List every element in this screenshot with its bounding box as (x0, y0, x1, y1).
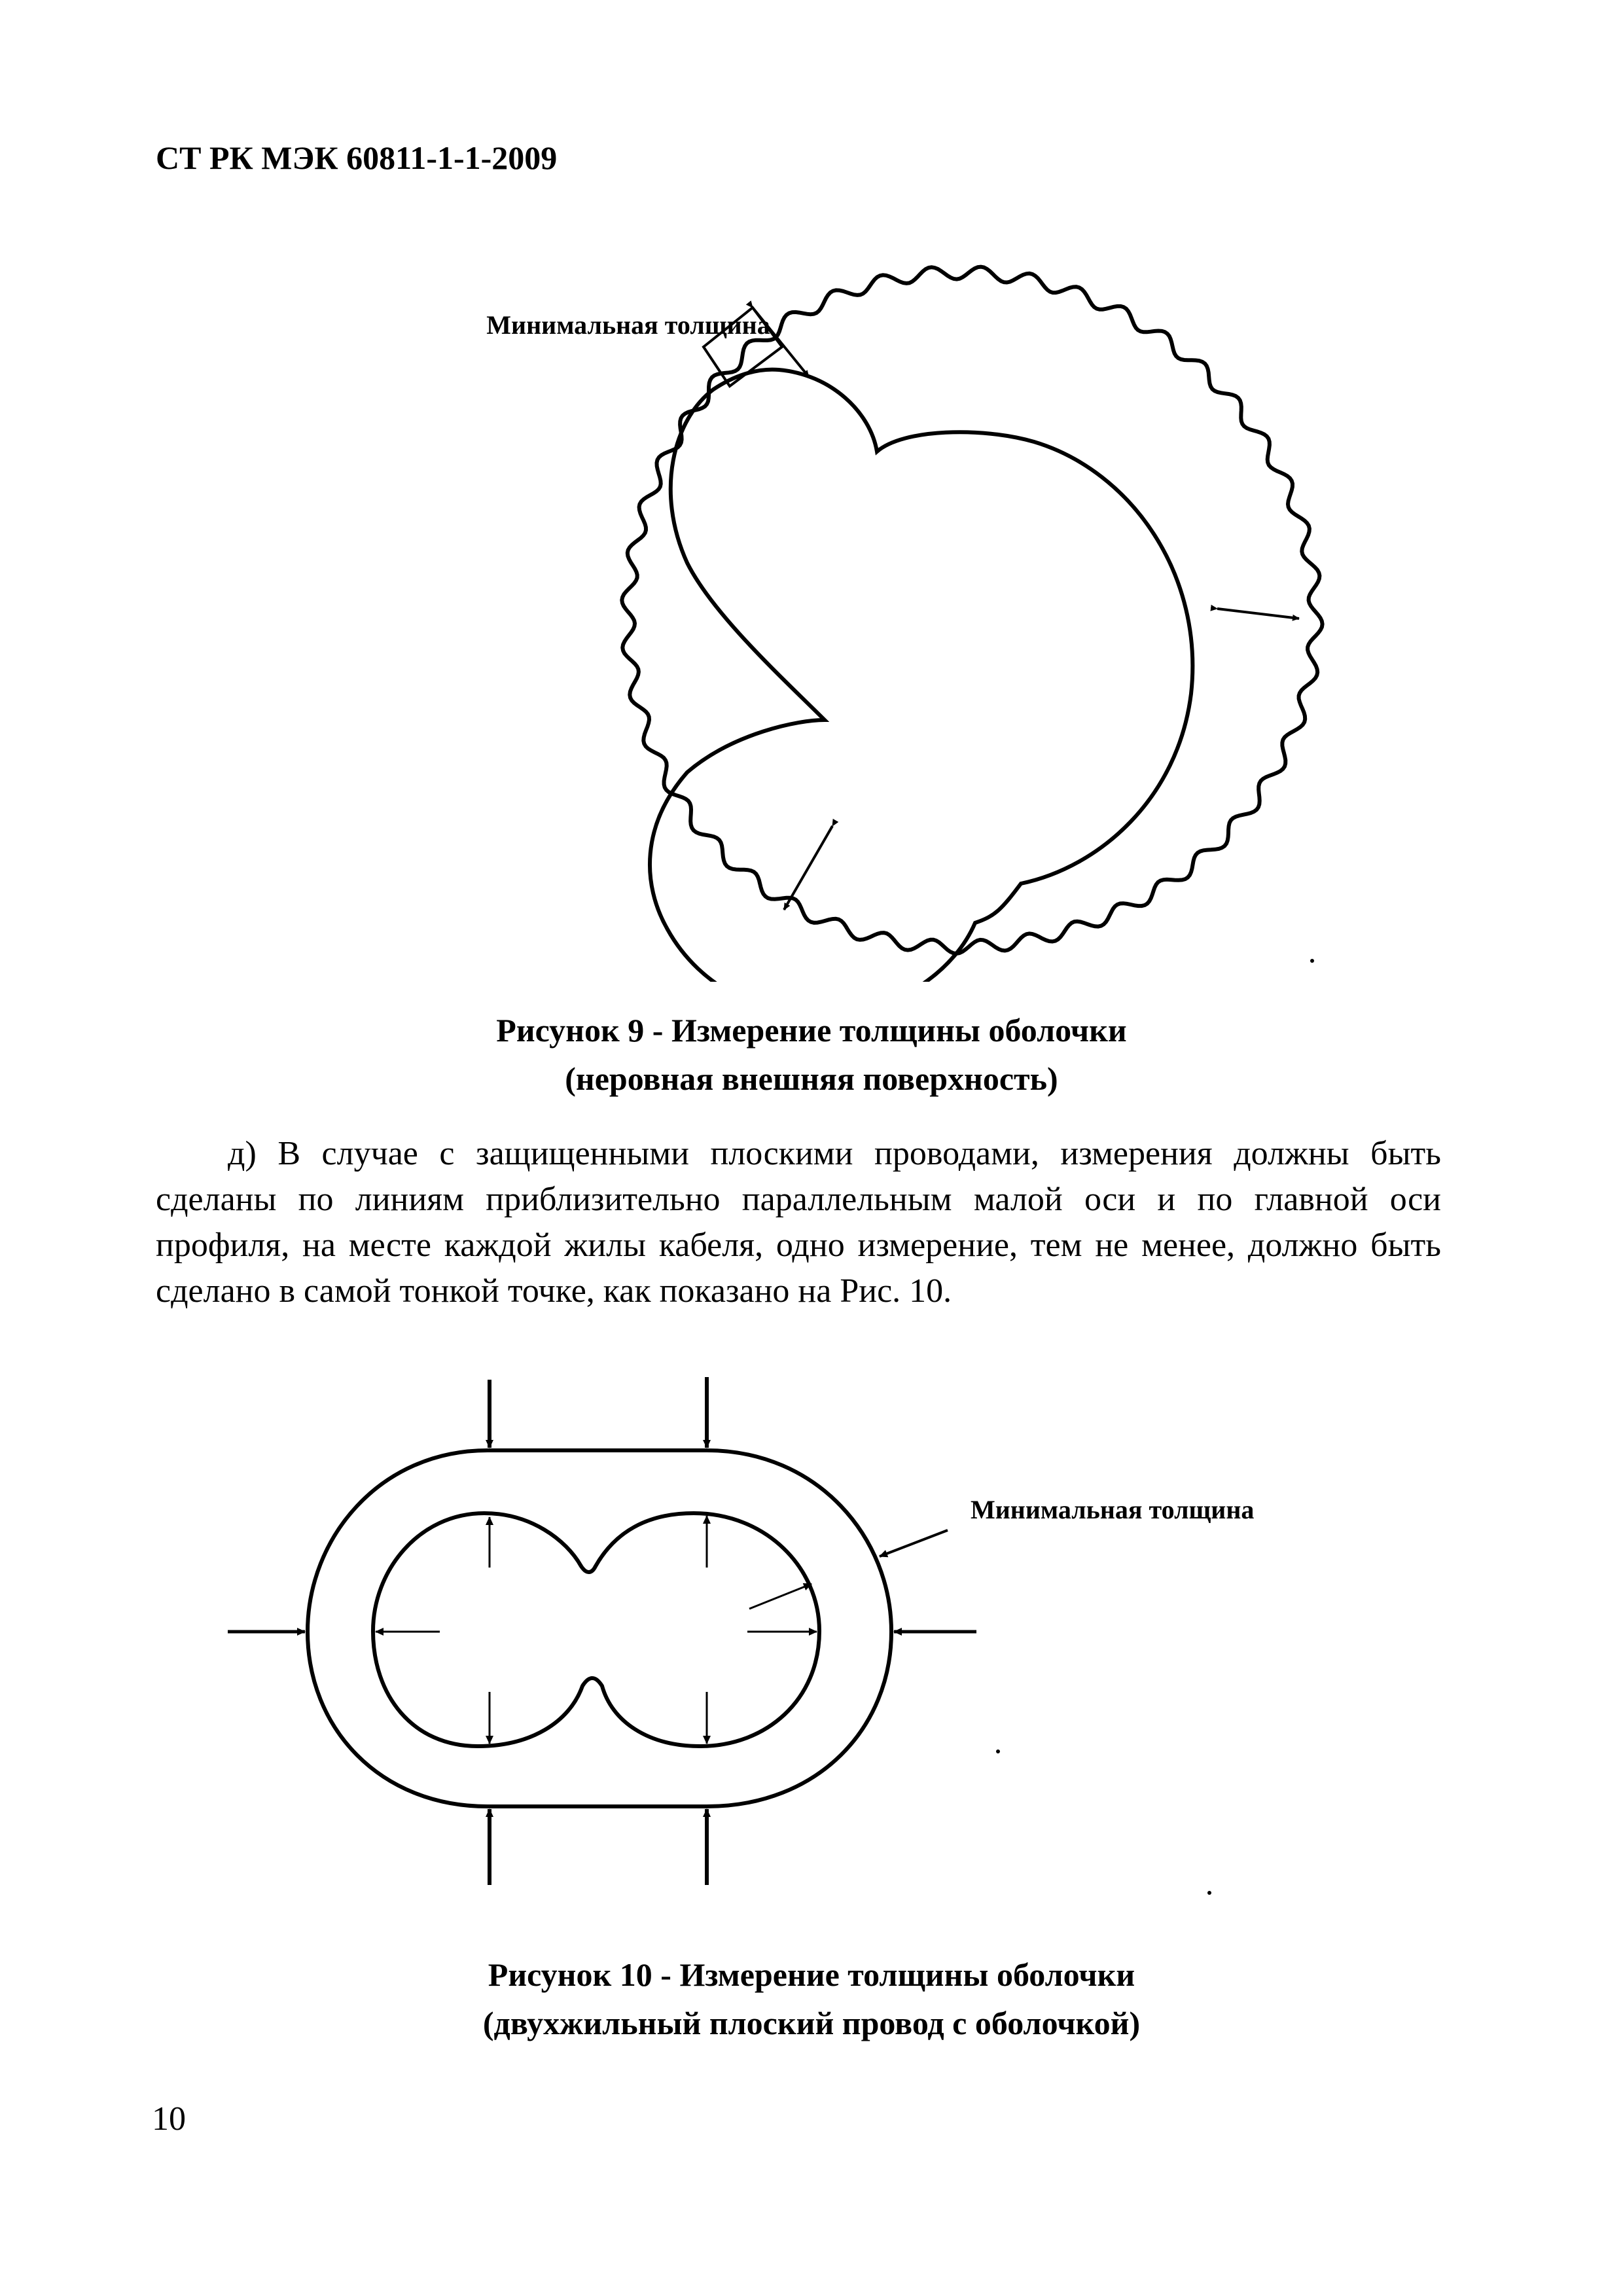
outer-sheath-wavy (622, 267, 1322, 954)
fig10-dot-2 (1207, 1891, 1211, 1895)
figure-9-caption (0, 1006, 1623, 1103)
inner-two-core (373, 1513, 819, 1746)
standard-header: СТ РК МЭК 60811-1-1-2009 (156, 139, 558, 176)
page-number: 10 (152, 2100, 186, 2138)
figure-10-caption (0, 1950, 1623, 2047)
figure-9-caption-line2: (неровная внешняя поверхность) (565, 1060, 1058, 1097)
paragraph-d: д) В случае с защищенными плоскими проводами, измерения должны быть сделаны по линиям приблизительно параллельным малой оси и по главной оси профиля, на месте каждой жилы кабеля, одно измерение, тем не менее, должно быть сделано в самой тонкой точке, как показано на Рис. 10. (156, 1135, 1441, 1310)
fig10-inner-diagonal (749, 1584, 812, 1609)
figure-9-caption-line1: Рисунок 9 - Измерение толщины оболочки (496, 1012, 1127, 1049)
min-thickness-label-fig10: Минимальная толщина (971, 1495, 1255, 1524)
inner-trilobal-core (650, 370, 1192, 982)
figure-10-diagram (216, 1368, 1394, 1911)
fig9-arrow-bottom (784, 826, 832, 910)
fig9-dot (1310, 959, 1314, 963)
outer-sheath-oval (308, 1450, 891, 1806)
figure-9-diagram (236, 223, 1348, 982)
fig9-arrow-top (753, 308, 809, 377)
min-thickness-label-fig9: Минимальная толщина (486, 310, 770, 340)
fig10-arrow-min-thickness (880, 1530, 948, 1556)
fig10-dot-1 (996, 1749, 1000, 1753)
fig9-arrow-right (1217, 609, 1299, 619)
figure-10-caption-line1: Рисунок 10 - Измерение толщины оболочки (488, 1956, 1135, 1993)
figure-10-caption-line2: (двухжильный плоский провод с оболочкой) (482, 2005, 1141, 2041)
